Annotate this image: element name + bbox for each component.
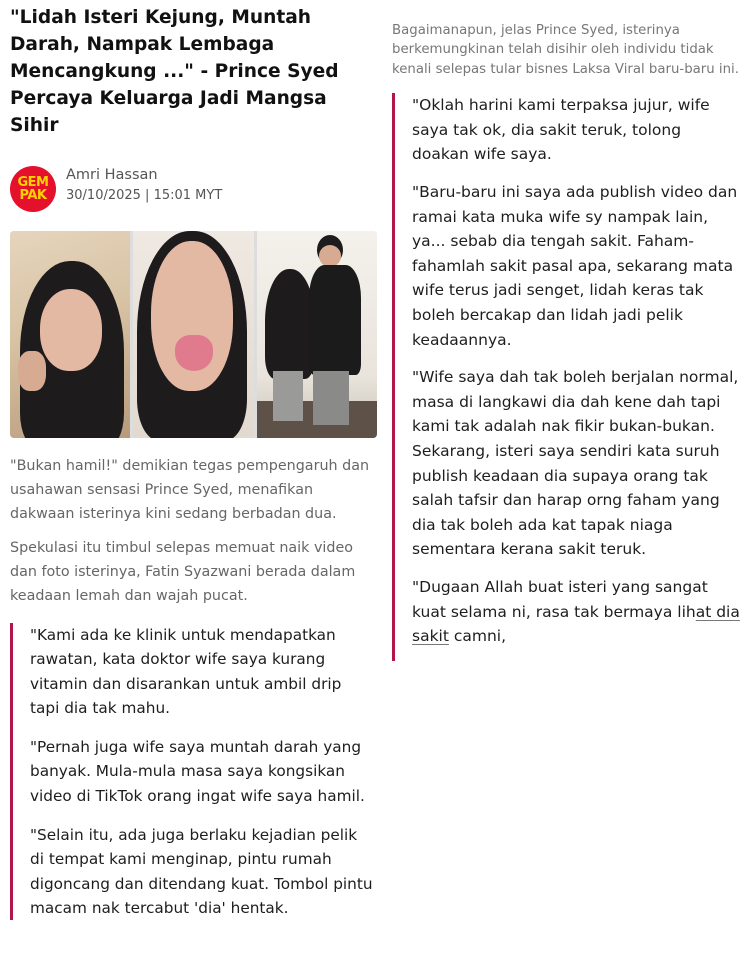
quote-text: "Dugaan Allah buat isteri yang sangat kuat selama ni, rasa tak bermaya lih bbox=[412, 577, 708, 621]
publish-date: 30/10/2025 | 15:01 MYT bbox=[66, 188, 223, 203]
left-column bbox=[10, 0, 375, 920]
logo-text-line2: PAK bbox=[19, 188, 47, 203]
article-title: "Lidah Isteri Kejung, Muntah Darah, Nampak Lembaga Mencangkung ..." - Prince Syed Percaya Keluarga Jadi Mangsa Sihir bbox=[10, 7, 339, 136]
quote-paragraph: "Selain itu, ada juga berlaku kejadian pelik di tempat kami menginap, pintu rumah digoncang dan ditendang kuat. Tombol pintu macam nak tercabut 'dia' hentak. bbox=[30, 826, 373, 917]
body-paragraph: Spekulasi itu timbul selepas memuat naik video dan foto isterinya, Fatin Syazwani berada dalam keadaan lemah dan wajah pucat. bbox=[10, 540, 356, 604]
quote-accent-bar bbox=[392, 93, 395, 660]
quote-paragraph bbox=[412, 575, 740, 649]
quote-paragraph: "Oklah harini kami terpaksa jujur, wife saya tak ok, dia sakit teruk, tolong doakan wife saya. bbox=[412, 96, 710, 164]
quote-paragraph: "Baru-baru ini saya ada publish video dan ramai kata muka wife sy nampak lain, ya... sebab dia tengah sakit. Faham-fahamlah sakit pasal apa, sekarang mata wife terus jadi senget, lidah keras tak boleh bercakap dan lidah jadi pelik keadaannya. bbox=[412, 183, 738, 349]
photo-panel-1 bbox=[10, 231, 130, 438]
right-column bbox=[392, 0, 740, 661]
byline bbox=[10, 163, 375, 223]
quote-text: camni, bbox=[448, 627, 507, 646]
quote-accent-bar bbox=[10, 623, 13, 920]
quote-paragraph: "Kami ada ke klinik untuk mendapatkan rawatan, kata doktor wife saya kurang vitamin dan disarankan untuk ambil drip tapi dia tak mahu. bbox=[30, 626, 342, 717]
logo-text-line1: GEM bbox=[17, 175, 49, 190]
quote-paragraph: "Wife saya dah tak boleh berjalan normal, masa di langkawi dia dah kene dah tapi kami tak adalah nak fikir bukan-bukan. Sekarang, isteri saya sendiri kata suruh publish keadaan dia supaya orang tak salah tafsir dan harap orng faham yang dia tak boleh ada kat tapak niaga sementara kerana sakit teruk. bbox=[412, 368, 739, 559]
blockquote-right bbox=[392, 93, 740, 660]
blockquote-left bbox=[10, 623, 375, 920]
photo-panel-3 bbox=[257, 231, 377, 438]
gempak-logo[interactable] bbox=[10, 166, 56, 212]
photo-caption: "Bukan hamil!" demikian tegas pempengaruh dan usahawan sensasi Prince Syed, menafikan dakwaan isterinya kini sedang berbadan dua. bbox=[10, 458, 370, 522]
article-photo-collage bbox=[10, 231, 377, 438]
quote-paragraph: "Pernah juga wife saya muntah darah yang banyak. Mula-mula masa saya kongsikan video di TikTok orang ingat wife saya hamil. bbox=[30, 738, 365, 805]
body-paragraph: Bagaimanapun, jelas Prince Syed, isterinya berkemungkinan telah disihir oleh individu tidak kenali selepas tular bisnes Laksa Viral baru-baru ini. bbox=[392, 23, 739, 77]
quote-text-underlined: at dia sakit bbox=[412, 602, 740, 646]
author-name[interactable]: Amri Hassan bbox=[66, 167, 158, 183]
photo-panel-2 bbox=[133, 231, 253, 438]
